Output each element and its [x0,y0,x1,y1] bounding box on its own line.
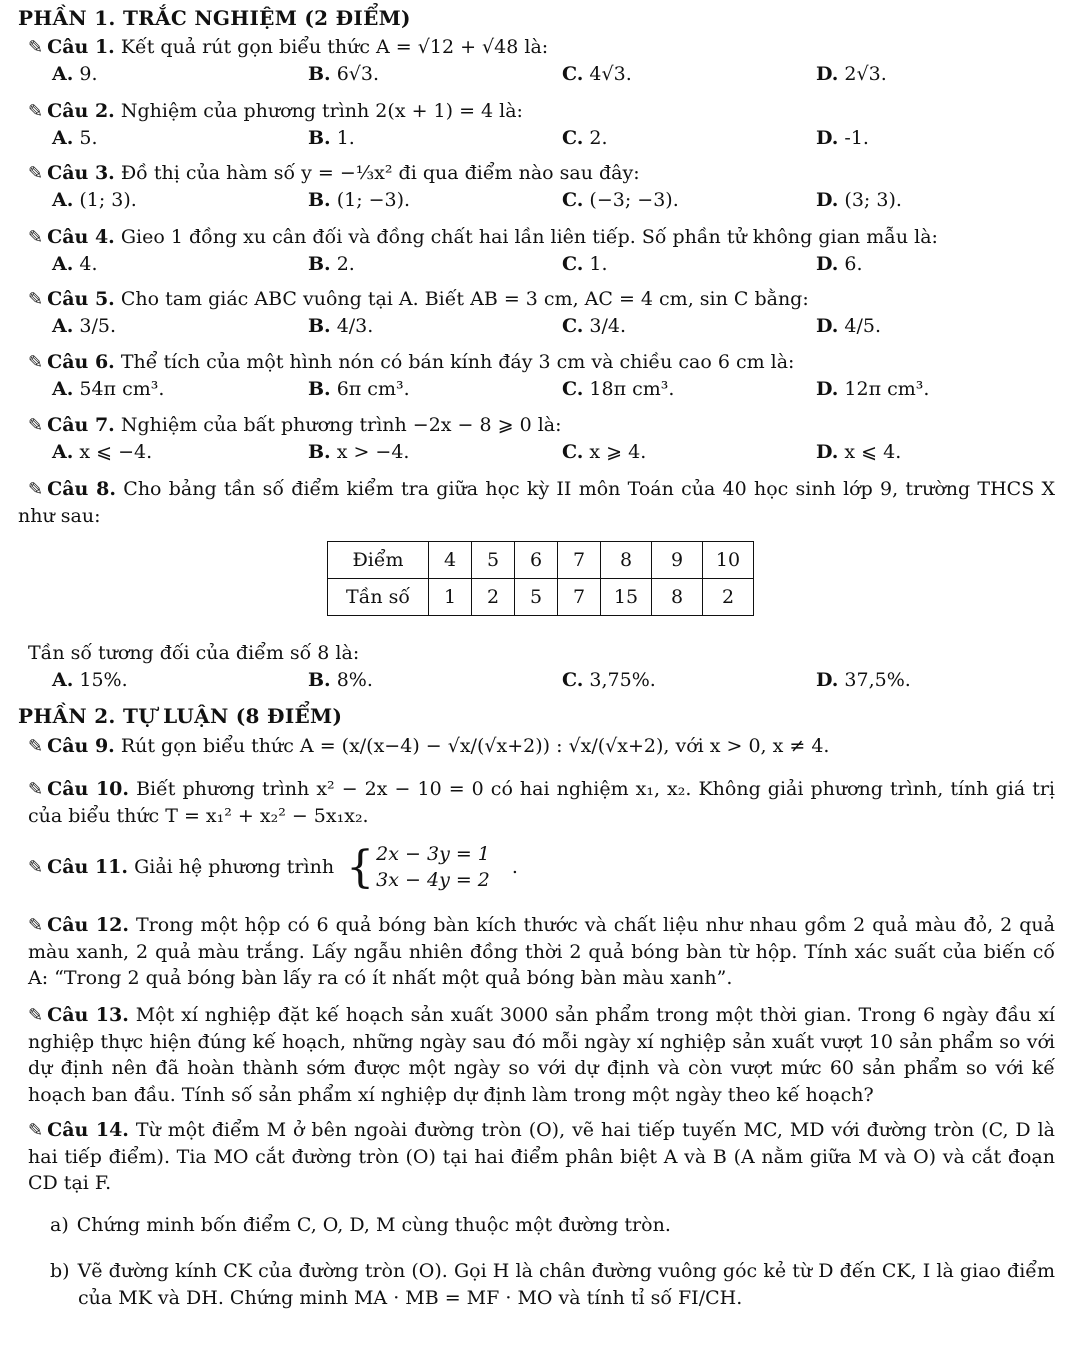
question-6: ✎ Câu 6. Thể tích của một hình nón có bán kính đáy 3 cm và chiều cao 6 cm là: A. 54π cm³. B. 6π cm³. C. 18π cm³. D. 12π cm³. [28,349,1055,402]
options [28,313,1055,339]
question-text: Nghiệm của phương trình 2(x + 1) = 4 là: [120,100,523,122]
option-b: B. 8%. [308,668,373,691]
table-cell: 10 [703,542,754,579]
option-a: A. 3/5. [52,314,116,337]
table-cell: 5 [515,579,558,616]
question-9: ✎ Câu 9. Rút gọn biểu thức A = (x/(x−4) − √x/(√x+2)) : √x/(√x+2), với x > 0, x ≠ 4. [28,733,1055,760]
question-7: ✎ Câu 7. Nghiệm của bất phương trình −2x − 8 ⩾ 0 là: A. x ⩽ −4. B. x > −4. C. x ⩾ 4. D. x ⩽ 4. [28,412,1055,465]
option-a: A. (1; 3). [52,188,137,211]
options [28,667,1055,693]
part1-heading: PHẦN 1. TRẮC NGHIỆM (2 ĐIỂM) [18,6,411,30]
table-cell: 1 [429,579,472,616]
table-cell: 15 [601,579,652,616]
option-d: D. -1. [816,126,869,149]
option-d: D. 37,5%. [816,668,911,691]
option-b: B. 1. [308,126,355,149]
question-text: Giải hệ phương trình [134,856,335,879]
question-11: ✎ Câu 11. Giải hệ phương trình { 2x − 3y = 1 3x − 4y = 2 . [28,841,518,893]
option-c: C. 2. [562,126,608,149]
equation-1: 2x − 3y = 1 [376,843,490,865]
question-text: Rút gọn biểu thức A = (x/(x−4) − √x/(√x+2)) : √x/(√x+2), với x > 0, x ≠ 4. [120,735,830,757]
question-1: ✎ Câu 1. Kết quả rút gọn biểu thức A = √12 + √48 là: A. 9. B. 6√3. C. 4√3. D. 2√3. [28,34,1055,87]
question-text: Cho bảng tần số điểm kiểm tra giữa học kỳ II môn Toán của 40 học sinh lớp 9, trường THCS X như sau: [18,478,1056,527]
option-b: B. 6√3. [308,62,380,85]
table-row [328,579,754,616]
part2-heading: PHẦN 2. TỰ LUẬN (8 ĐIỂM) [18,704,343,728]
edit-icon: ✎ [28,352,44,373]
question-8: ✎ Câu 8. Cho bảng tần số điểm kiểm tra giữa học kỳ II môn Toán của 40 học sinh lớp 9, trường THCS X như sau: [18,478,1056,527]
table-cell: 6 [515,542,558,579]
question-12: ✎ Câu 12. Trong một hộp có 6 quả bóng bàn kích thước và chất liệu như nhau gồm 2 quả màu đỏ, 2 quả màu xanh, 2 quả màu trắng. Lấy ngẫu nhiên đồng thời 2 quả bóng bàn từ hộp. Tính xác suất của biến cố A: “Trong 2 quả bóng bàn lấy ra có ít nhất một quả bóng bàn màu xanh”. [28,914,1055,990]
question-text: Nghiệm của bất phương trình −2x − 8 ⩾ 0 là: [120,414,562,436]
table-cell: 7 [558,579,601,616]
table-cell: 4 [429,542,472,579]
table-cell: 9 [652,542,703,579]
table-row [328,542,754,579]
edit-icon: ✎ [28,736,44,757]
question-text: Đồ thị của hàm số y = −⅓x² đi qua điểm nào sau đây: [120,162,640,184]
question-2: ✎ Câu 2. Nghiệm của phương trình 2(x + 1) = 4 là: A. 5. B. 1. C. 2. D. -1. [28,98,1055,151]
question-text: Cho tam giác ABC vuông tại A. Biết AB = 3 cm, AC = 4 cm, sin C bằng: [120,288,809,310]
table-cell: 7 [558,542,601,579]
option-c: C. 3/4. [562,314,627,337]
option-c: C. x ⩾ 4. [562,440,647,463]
option-d: D. 2√3. [816,62,887,85]
table-cell: 2 [703,579,754,616]
table-cell: 2 [472,579,515,616]
option-a: A. 5. [52,126,98,149]
edit-icon: ✎ [28,227,44,248]
table-cell: 8 [652,579,703,616]
option-d: D. 6. [816,252,863,275]
edit-icon: ✎ [28,1120,44,1141]
option-d: D. x ⩽ 4. [816,440,902,463]
option-b: B. 6π cm³. [308,377,410,400]
table-header-cell: Điểm [328,542,429,579]
option-b: B. 4/3. [308,314,374,337]
option-a: A. 4. [52,252,98,275]
question-4: ✎ Câu 4. Gieo 1 đồng xu cân đối và đồng chất hai lần liên tiếp. Số phần tử không gian mẫu là: A. 4. B. 2. C. 1. D. 6. [28,224,1055,277]
question-8-options [28,640,1055,693]
edit-icon: ✎ [28,101,44,122]
question-text: Biết phương trình x² − 2x − 10 = 0 có hai nghiệm x₁, x₂. Không giải phương trình, tính giá trị của biểu thức T = x₁² + x₂² − 5x₁x₂. [28,778,1055,827]
edit-icon: ✎ [28,415,44,436]
question-text: Trong một hộp có 6 quả bóng bàn kích thước và chất liệu như nhau gồm 2 quả màu đỏ, 2 quả màu xanh, 2 quả màu trắng. Lấy ngẫu nhiên đồng thời 2 quả bóng bàn từ hộp. Tính xác suất của biến cố A: “Trong 2 quả bóng bàn lấy ra có ít nhất một quả bóng bàn màu xanh”. [28,914,1055,990]
edit-icon: ✎ [28,915,44,936]
edit-icon: ✎ [28,479,44,500]
option-d: D. 12π cm³. [816,377,930,400]
question-text: Gieo 1 đồng xu cân đối và đồng chất hai lần liên tiếp. Số phần tử không gian mẫu là: [120,226,938,248]
option-d: D. 4/5. [816,314,882,337]
option-a: A. 15%. [52,668,128,691]
edit-icon: ✎ [28,779,44,800]
options [28,439,1055,465]
table-header-cell: Tần số [328,579,429,616]
option-d: D. (3; 3). [816,188,902,211]
edit-icon: ✎ [28,289,44,310]
options [28,61,1055,87]
question-10: ✎ Câu 10. Biết phương trình x² − 2x − 10 = 0 có hai nghiệm x₁, x₂. Không giải phương trình, tính giá trị của biểu thức T = x₁² + x₂² − 5x₁x₂. [28,778,1055,827]
equation-2: 3x − 4y = 2 [376,868,490,891]
table-cell: 5 [472,542,515,579]
option-c: C. 3,75%. [562,668,656,691]
option-b: B. 2. [308,252,355,275]
options [28,251,1055,277]
option-c: C. 4√3. [562,62,632,85]
question-14-part-b: b) Vẽ đường kính CK của đường tròn (O). Gọi H là chân đường vuông góc kẻ từ D đến CK, I là giao điểm của MK và DH. Chứng minh MA · MB = MF · MO và tính tỉ số FI/CH. [50,1260,1055,1309]
option-c: C. (−3; −3). [562,188,679,211]
system-brace: { [346,841,375,893]
options [28,376,1055,402]
question-5: ✎ Câu 5. Cho tam giác ABC vuông tại A. Biết AB = 3 cm, AC = 4 cm, sin C bằng: A. 3/5. B. 4/3. C. 3/4. D. 4/5. [28,286,1055,339]
options [28,187,1055,213]
question-14-part-a: a) Chứng minh bốn điểm C, O, D, M cùng thuộc một đường tròn. [50,1214,671,1236]
edit-icon: ✎ [28,857,44,879]
option-a: A. 54π cm³. [52,377,165,400]
edit-icon: ✎ [28,1005,44,1026]
options [28,125,1055,151]
option-c: C. 18π cm³. [562,377,675,400]
option-b: B. (1; −3). [308,188,411,211]
question-13: ✎ Câu 13. Một xí nghiệp đặt kế hoạch sản xuất 3000 sản phẩm trong một thời gian. Trong 6 ngày đầu xí nghiệp thực hiện đúng kế hoạch, những ngày sau đó mỗi ngày xí nghiệp sản xuất vượt 10 sản phẩm so với dự định nên đã hoàn thành sớm được một ngày so với dự định và còn vượt mức 60 sản phẩm so với kế hoạch ban đầu. Tính số sản phẩm xí nghiệp dự định làm trong một ngày theo kế hoạch? [28,1004,1055,1106]
edit-icon: ✎ [28,163,44,184]
option-c: C. 1. [562,252,608,275]
equation-system [376,842,490,893]
table-cell: 8 [601,542,652,579]
frequency-table [327,541,754,616]
question-14: ✎ Câu 14. Từ một điểm M ở bên ngoài đường tròn (O), vẽ hai tiếp tuyến MC, MD với đường tròn (C, D là hai tiếp điểm). Tia MO cắt đường tròn (O) tại hai điểm phân biệt A và B (A nằm giữa M và O) và cắt đoạn CD tại F. [28,1119,1056,1195]
option-a: A. x ⩽ −4. [52,440,153,463]
option-a: A. 9. [52,62,98,85]
question-text: Thể tích của một hình nón có bán kính đáy 3 cm và chiều cao 6 cm là: [120,351,795,373]
question-text: Kết quả rút gọn biểu thức A = √12 + √48 là: [120,36,549,58]
option-b: B. x > −4. [308,440,410,463]
question-text: Tần số tương đối của điểm số 8 là: [28,642,360,664]
question-text: Từ một điểm M ở bên ngoài đường tròn (O), vẽ hai tiếp tuyến MC, MD với đường tròn (C, D là hai tiếp điểm). Tia MO cắt đường tròn (O) tại hai điểm phân biệt A và B (A nằm giữa M và O) và cắt đoạn CD tại F. [28,1119,1056,1195]
edit-icon: ✎ [28,37,44,58]
question-3: ✎ Câu 3. Đồ thị của hàm số y = −⅓x² đi qua điểm nào sau đây: A. (1; 3). B. (1; −3). C. (−3; −3). D. (3; 3). [28,160,1055,213]
question-text: Một xí nghiệp đặt kế hoạch sản xuất 3000 sản phẩm trong một thời gian. Trong 6 ngày đầu xí nghiệp thực hiện đúng kế hoạch, những ngày sau đó mỗi ngày xí nghiệp sản xuất vượt 10 sản phẩm so với dự định nên đã hoàn thành sớm được một ngày so với dự định và còn vượt mức 60 sản phẩm so với kế hoạch ban đầu. Tính số sản phẩm xí nghiệp dự định làm trong một ngày theo kế hoạch? [28,1004,1055,1106]
